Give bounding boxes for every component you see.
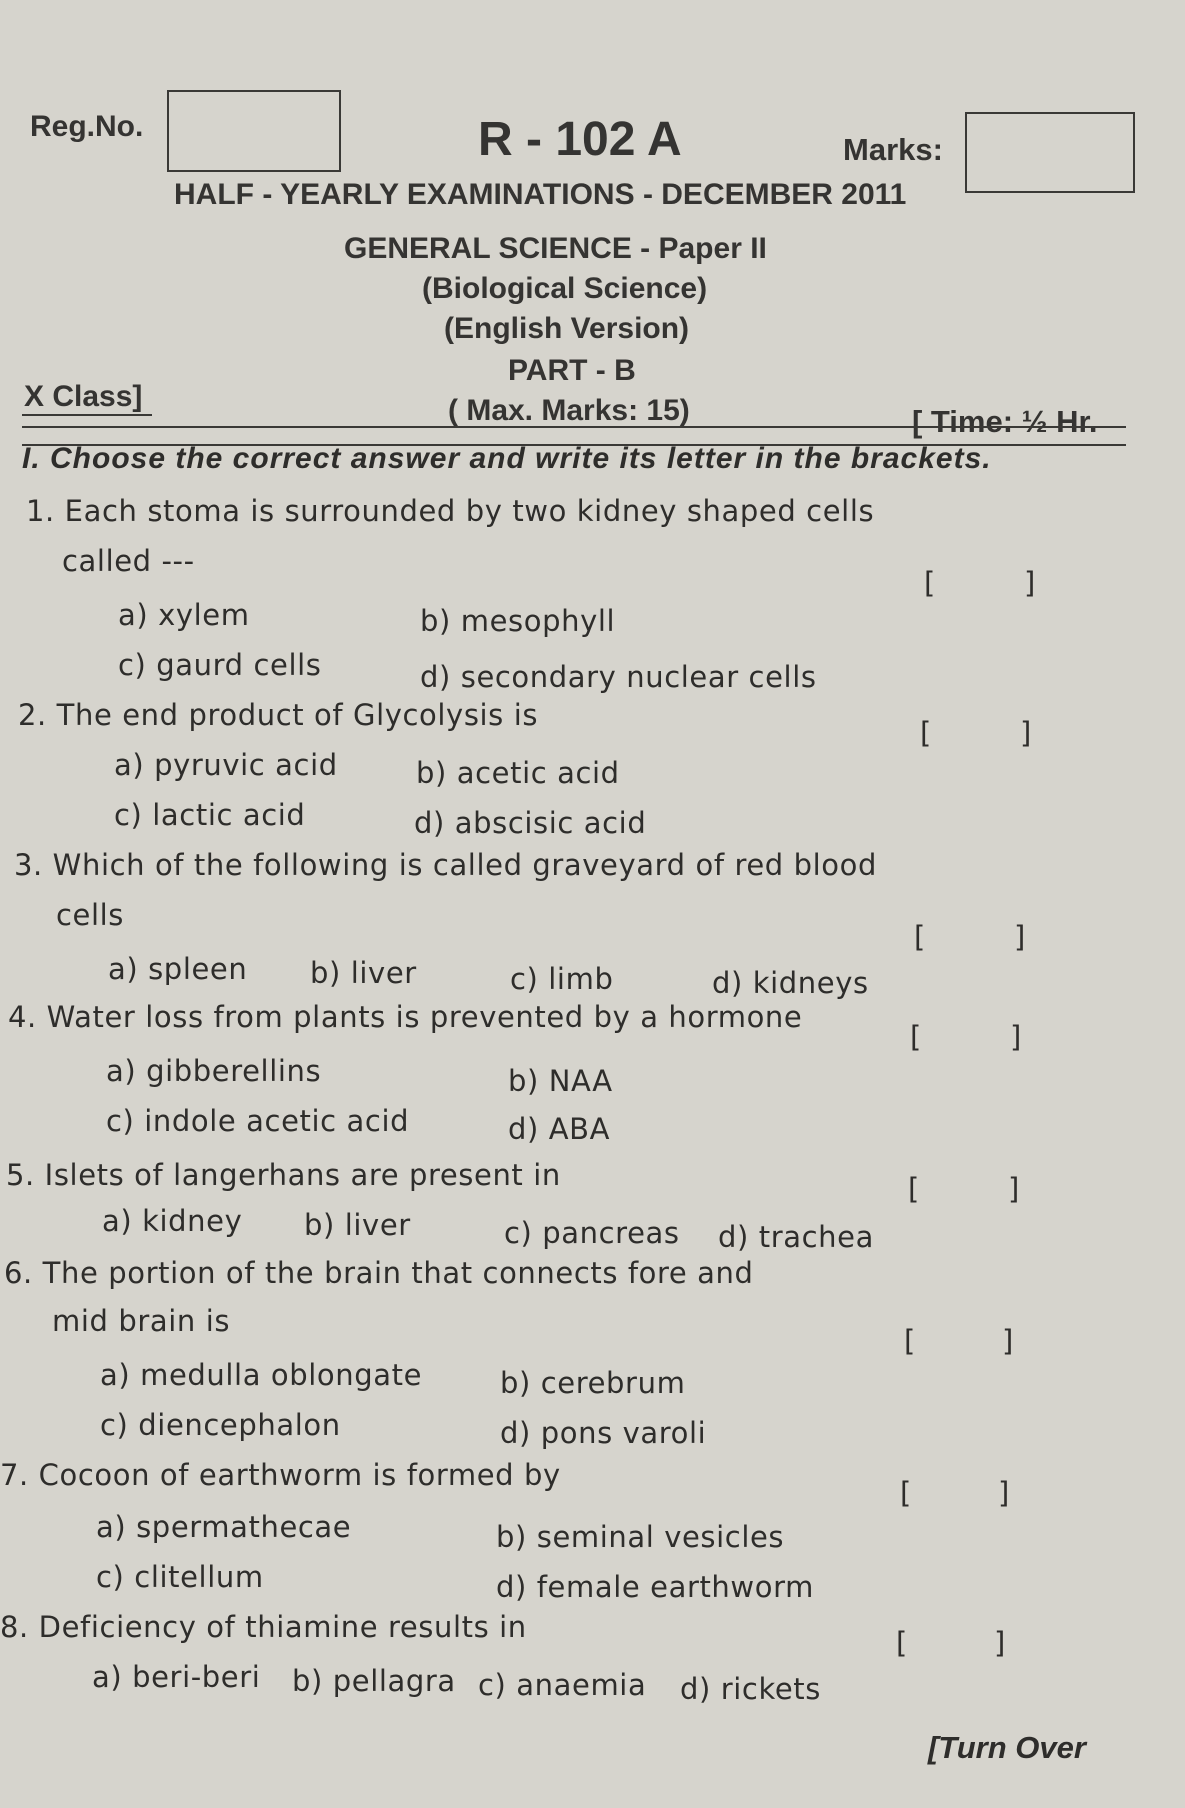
- option-d: d) female earthworm: [496, 1570, 814, 1604]
- question-text: 2. The end product of Glycolysis is: [18, 698, 539, 732]
- answer-bracket-close[interactable]: ]: [1014, 920, 1026, 954]
- exam-title: HALF - YEARLY EXAMINATIONS - DECEMBER 2011: [174, 178, 907, 211]
- option-b: b) cerebrum: [500, 1366, 686, 1400]
- answer-bracket-close[interactable]: ]: [1008, 1172, 1020, 1206]
- option-b: b) acetic acid: [416, 756, 620, 790]
- subject-subtitle: (Biological Science): [422, 272, 708, 305]
- option-d: d) pons varoli: [500, 1416, 707, 1450]
- question-text: 4. Water loss from plants is prevented by a hormone: [8, 1000, 803, 1034]
- option-a: a) medulla oblongate: [100, 1358, 423, 1392]
- question-text: 6. The portion of the brain that connects fore and: [4, 1256, 754, 1290]
- answer-bracket-close[interactable]: ]: [1010, 1020, 1022, 1054]
- version-label: (English Version): [444, 312, 690, 345]
- option-d: d) rickets: [680, 1672, 821, 1706]
- answer-bracket-open[interactable]: [: [910, 1020, 922, 1054]
- option-a: a) xylem: [118, 598, 250, 632]
- answer-bracket-open[interactable]: [: [908, 1172, 920, 1206]
- instruction-text: I. Choose the correct answer and write its letter in the brackets.: [22, 442, 992, 475]
- option-b: b) NAA: [508, 1064, 613, 1098]
- answer-bracket-close[interactable]: ]: [1002, 1324, 1014, 1358]
- question-text: 5. Islets of langerhans are present in: [6, 1158, 561, 1192]
- part-label: PART - B: [508, 354, 636, 387]
- option-a: a) spermathecae: [96, 1510, 352, 1544]
- question-text: 3. Which of the following is called graveyard of red blood: [14, 848, 877, 882]
- option-c: c) diencephalon: [100, 1408, 341, 1442]
- max-marks-label: ( Max. Marks: 15): [448, 394, 690, 427]
- turn-over-label: [Turn Over: [928, 1730, 1086, 1765]
- option-d: d) ABA: [508, 1112, 611, 1146]
- option-a: a) kidney: [102, 1204, 243, 1238]
- question-text: 1. Each stoma is surrounded by two kidney shaped cells: [26, 494, 875, 528]
- answer-bracket-open[interactable]: [: [904, 1324, 916, 1358]
- option-a: a) pyruvic acid: [114, 748, 338, 782]
- answer-bracket-close[interactable]: ]: [1024, 566, 1036, 600]
- option-a: a) beri-beri: [92, 1660, 261, 1694]
- reg-no-label: Reg.No.: [30, 110, 144, 143]
- answer-bracket-open[interactable]: [: [900, 1476, 912, 1510]
- option-c: c) lactic acid: [114, 798, 306, 832]
- question-text-cont: mid brain is: [52, 1304, 231, 1338]
- subject-title: GENERAL SCIENCE - Paper II: [344, 232, 767, 265]
- marks-box: [965, 112, 1135, 193]
- answer-bracket-close[interactable]: ]: [994, 1626, 1006, 1660]
- option-d: d) secondary nuclear cells: [420, 660, 817, 694]
- option-a: a) spleen: [108, 952, 248, 986]
- option-b: b) liver: [304, 1208, 411, 1242]
- option-c: c) pancreas: [504, 1216, 680, 1250]
- marks-label: Marks:: [843, 132, 943, 167]
- class-label: X Class]: [24, 380, 143, 413]
- answer-bracket-open[interactable]: [: [920, 716, 932, 750]
- option-c: c) anaemia: [478, 1668, 647, 1702]
- answer-bracket-close[interactable]: ]: [1020, 716, 1032, 750]
- question-text-cont: cells: [56, 898, 125, 932]
- option-d: d) kidneys: [712, 966, 869, 1000]
- option-b: b) seminal vesicles: [496, 1520, 785, 1554]
- paper-code: R - 102 A: [478, 113, 682, 166]
- header-rule-top: [22, 426, 1126, 428]
- option-b: b) pellagra: [292, 1664, 456, 1698]
- option-b: b) liver: [310, 956, 417, 990]
- answer-bracket-open[interactable]: [: [914, 920, 926, 954]
- class-underline: [22, 414, 152, 416]
- option-c: c) clitellum: [96, 1560, 264, 1594]
- option-c: c) limb: [510, 962, 614, 996]
- option-c: c) indole acetic acid: [106, 1104, 410, 1138]
- answer-bracket-close[interactable]: ]: [998, 1476, 1010, 1510]
- question-text: 8. Deficiency of thiamine results in: [0, 1610, 527, 1644]
- option-d: d) trachea: [718, 1220, 874, 1254]
- answer-bracket-open[interactable]: [: [896, 1626, 908, 1660]
- option-c: c) gaurd cells: [118, 648, 322, 682]
- time-label: [ Time: ½ Hr.: [912, 404, 1098, 439]
- reg-no-box: [167, 90, 341, 172]
- option-d: d) abscisic acid: [414, 806, 647, 840]
- question-text-cont: called ---: [62, 544, 195, 578]
- option-a: a) gibberellins: [106, 1054, 322, 1088]
- option-b: b) mesophyll: [420, 604, 616, 638]
- answer-bracket-open[interactable]: [: [924, 566, 936, 600]
- question-text: 7. Cocoon of earthworm is formed by: [0, 1458, 561, 1492]
